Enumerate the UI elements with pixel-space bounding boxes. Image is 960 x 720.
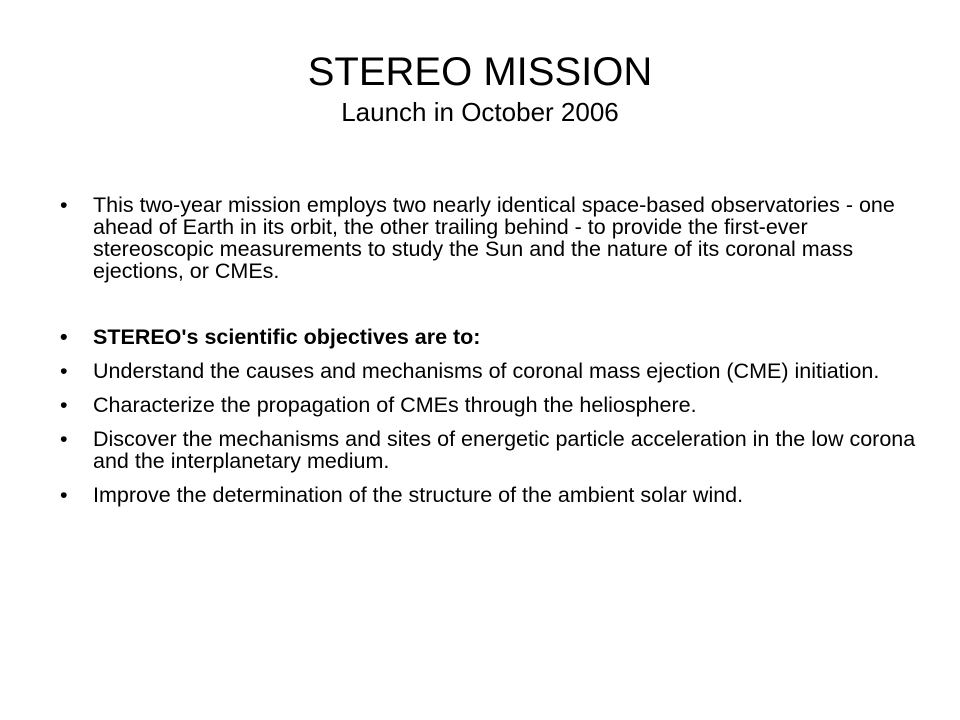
bullet-marker: •: [60, 325, 68, 349]
bullet-text: Improve the determination of the structure of the ambient solar wind.: [93, 483, 744, 507]
slide-subtitle: Launch in October 2006: [341, 97, 619, 127]
bullet-list: [60, 194, 920, 506]
bullet-marker: •: [60, 393, 68, 417]
bullet-text: This two-year mission employs two nearly identical space-based observatories - one ahead of Earth in its orbit, the other trailing behind - to provide the first-ever stereoscopic measurements to study the Sun and the nature of its coronal mass ejections, or CMEs.: [93, 193, 895, 283]
bullet-marker: •: [60, 483, 68, 507]
slide-title: STEREO MISSION: [307, 50, 653, 94]
bullet-item: [60, 326, 920, 348]
bullet-item: [60, 484, 920, 506]
bullet-text: Understand the causes and mechanisms of coronal mass ejection (CME) initiation.: [93, 359, 880, 383]
bullet-item: [60, 360, 920, 382]
bullet-item: [60, 194, 920, 282]
bullet-item: [60, 428, 920, 472]
bullet-marker: •: [60, 427, 68, 451]
bullet-marker: •: [60, 359, 68, 383]
bullet-marker: •: [60, 193, 68, 217]
bullet-item: [60, 394, 920, 416]
bullet-text: Characterize the propagation of CMEs through the heliosphere.: [93, 393, 697, 417]
bullet-text: Discover the mechanisms and sites of energetic particle acceleration in the low corona and the interplanetary medium.: [93, 427, 916, 473]
bullet-text: STEREO's scientific objectives are to:: [93, 325, 481, 349]
title-block: [0, 48, 960, 128]
